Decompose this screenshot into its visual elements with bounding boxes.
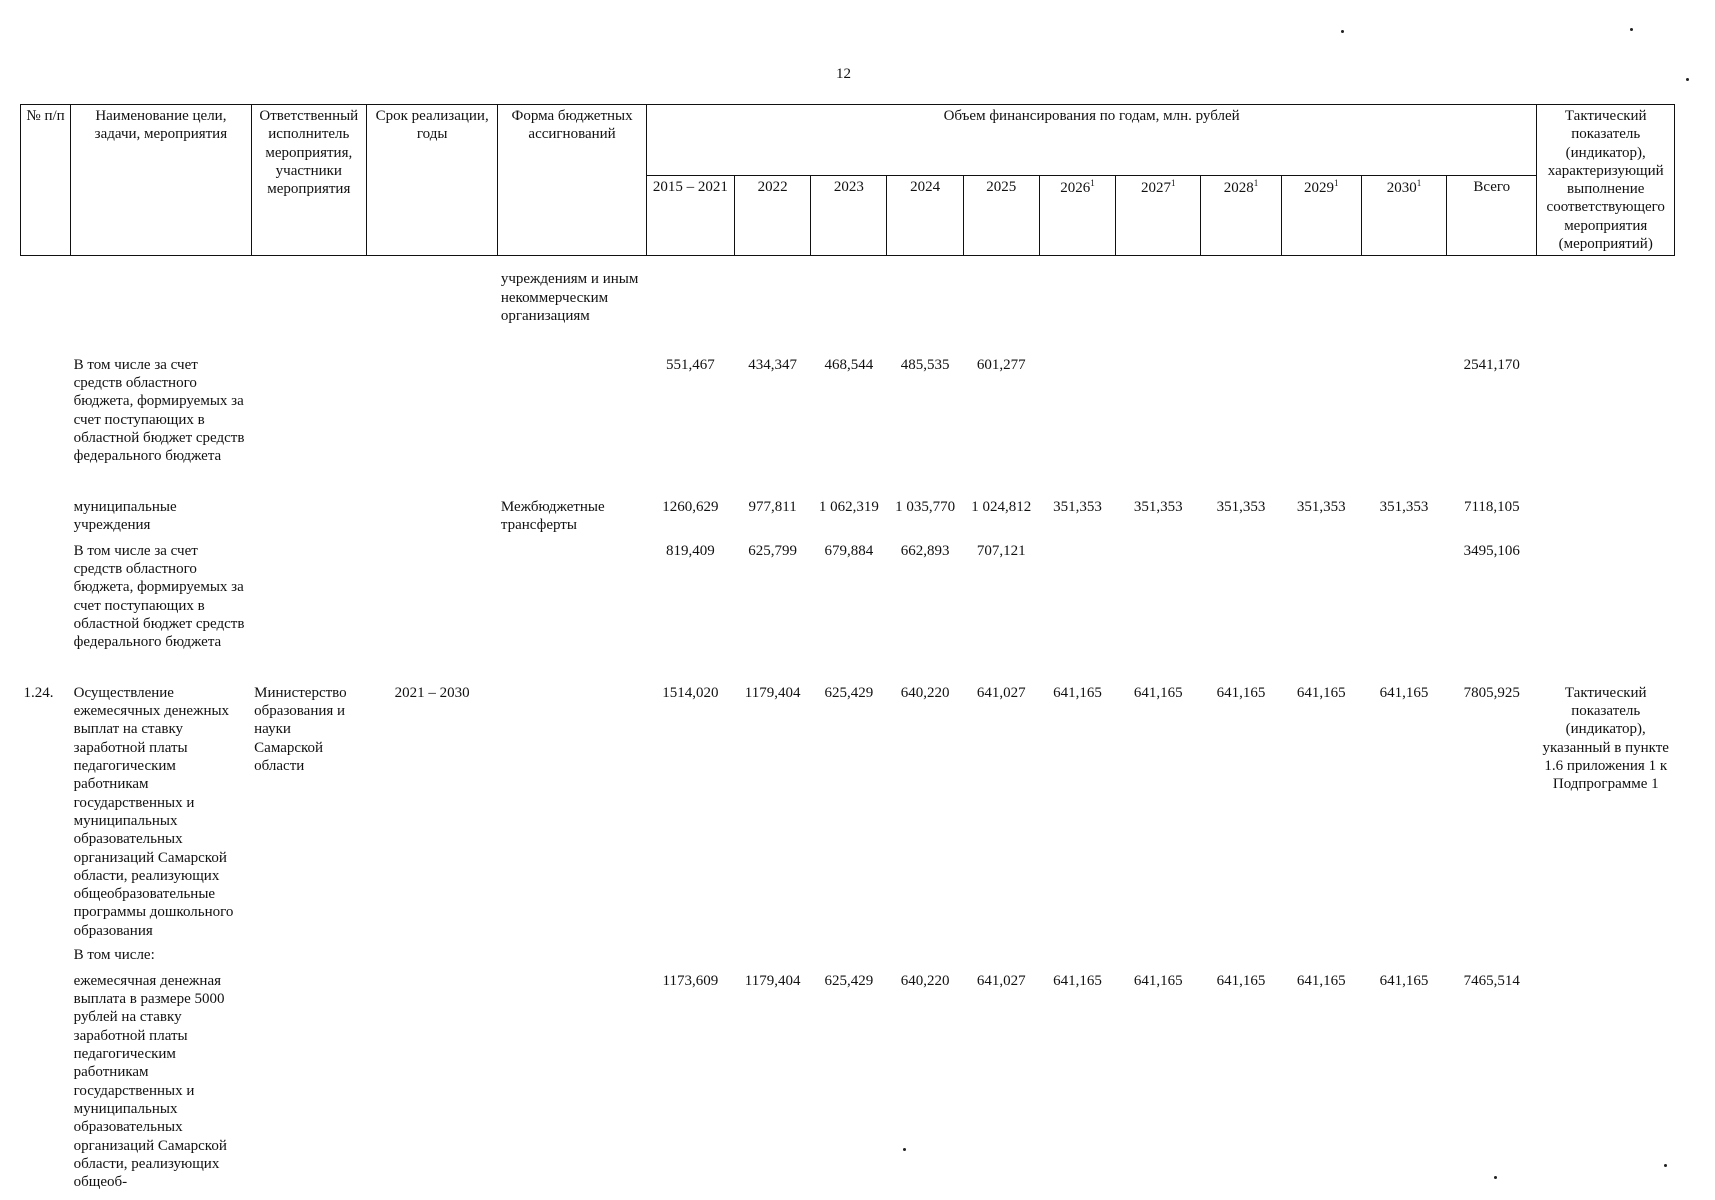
- cell-value: 351,353: [1216, 498, 1266, 515]
- cell-value: [1361, 540, 1446, 682]
- cell-no: [21, 944, 71, 970]
- cell-value: 641,165: [1379, 684, 1429, 701]
- header-year: 2022: [735, 176, 811, 256]
- header-volume: Объем финансирования по годам, млн. рублей: [646, 105, 1537, 176]
- header-name: Наименование цели, задачи, мероприятия: [71, 105, 252, 256]
- header-year: 2025: [963, 176, 1039, 256]
- cell-value: [1116, 354, 1201, 496]
- cell-value: [887, 944, 963, 970]
- header-year-label: 2029: [1303, 180, 1334, 197]
- cell-value: 1514,020: [662, 684, 719, 701]
- cell-total: 2541,170: [1463, 356, 1520, 373]
- cell-value: [1116, 256, 1201, 354]
- cell-value: 641,165: [1216, 684, 1266, 701]
- cell-form: [498, 682, 646, 944]
- cell-value: 625,429: [824, 972, 874, 989]
- table-row: [21, 540, 1675, 682]
- cell-total: [1447, 256, 1537, 354]
- cell-value: 485,535: [900, 356, 950, 373]
- cell-value: [963, 256, 1039, 354]
- cell-term: [366, 256, 497, 354]
- cell-value: [1039, 354, 1115, 496]
- cell-value: [735, 256, 811, 354]
- cell-value: [1361, 256, 1446, 354]
- cell-value: 707,121: [976, 542, 1026, 559]
- header-year-label: 2028: [1223, 180, 1254, 197]
- page-number: 12: [836, 66, 851, 82]
- header-form: Форма бюджетных ассигнований: [498, 105, 646, 256]
- cell-value: 1179,404: [744, 972, 801, 989]
- header-year-footnoted: [1281, 176, 1361, 256]
- cell-value: [1039, 944, 1115, 970]
- cell-total: 7805,925: [1463, 684, 1520, 701]
- cell-value: [646, 944, 734, 970]
- cell-value: [646, 256, 734, 354]
- header-indicator: Тактический показатель (индикатор), характеризующий выполнение соответствующего мероприятия (мероприятий): [1537, 105, 1675, 256]
- cell-value: 977,811: [748, 498, 797, 515]
- table-row: [21, 256, 1675, 354]
- cell-value: 641,165: [1296, 684, 1346, 701]
- cell-value: 641,165: [1296, 972, 1346, 989]
- header-term: Срок реализации, годы: [366, 105, 497, 256]
- cell-value: 641,027: [976, 684, 1026, 701]
- header-total: Всего: [1447, 176, 1537, 256]
- cell-value: [1039, 256, 1115, 354]
- cell-form: [498, 540, 646, 682]
- cell-value: 625,429: [824, 684, 874, 701]
- cell-term: [366, 354, 497, 496]
- cell-indicator: [1537, 540, 1675, 682]
- scan-speck: [1630, 28, 1633, 31]
- cell-value: [1281, 944, 1361, 970]
- table-body: [21, 256, 1675, 1193]
- cell-value: 468,544: [824, 356, 874, 373]
- cell-value: 1 035,770: [895, 498, 956, 515]
- cell-value: [735, 944, 811, 970]
- header-year-footnoted: [1201, 176, 1281, 256]
- footnote-mark: 1: [1090, 178, 1095, 189]
- cell-value: 641,165: [1133, 972, 1183, 989]
- cell-value: 641,027: [976, 972, 1026, 989]
- cell-form: [498, 354, 646, 496]
- cell-value: 434,347: [748, 356, 798, 373]
- cell-executor: [251, 944, 366, 970]
- cell-executor: [251, 496, 366, 540]
- header-year-footnoted: [1116, 176, 1201, 256]
- cell-total: 7465,514: [1463, 972, 1520, 989]
- cell-value: 1 024,812: [971, 498, 1032, 515]
- cell-term: [366, 496, 497, 540]
- cell-value: 351,353: [1133, 498, 1183, 515]
- cell-value: 351,353: [1296, 498, 1346, 515]
- header-year: 2023: [811, 176, 887, 256]
- cell-name: [71, 256, 252, 354]
- table-row: [21, 944, 1675, 970]
- cell-no: [21, 354, 71, 496]
- scan-speck: [1341, 30, 1344, 33]
- scan-speck: [1686, 78, 1689, 81]
- cell-no: [21, 540, 71, 682]
- cell-form: [498, 944, 646, 970]
- cell-indicator: Тактический показатель (индикатор), указанный в пункте 1.6 приложения 1 к Подпрограмме 1: [1542, 684, 1669, 793]
- cell-value: [811, 256, 887, 354]
- cell-value: [1361, 944, 1446, 970]
- cell-name: В том числе:: [73, 946, 155, 963]
- cell-value: 1 062,319: [818, 498, 879, 515]
- cell-value: [1116, 540, 1201, 682]
- cell-value: 641,165: [1133, 684, 1183, 701]
- cell-indicator: [1537, 944, 1675, 970]
- cell-name: муниципальные учреждения: [73, 498, 177, 534]
- header-year-label: 2030: [1386, 180, 1417, 197]
- cell-value: 641,165: [1053, 684, 1102, 701]
- table-row: [21, 496, 1675, 540]
- cell-name: Осуществление ежемесячных денежных выплат на ставку заработной платы педагогическим работникам государственных и муниципальных образовательных организаций Самарской области, реализующих общеобразовательные программы дошкольного образования: [73, 684, 234, 939]
- cell-term: [366, 944, 497, 970]
- cell-value: 1173,609: [662, 972, 719, 989]
- cell-indicator: [1537, 496, 1675, 540]
- cell-value: 662,893: [900, 542, 950, 559]
- cell-value: 640,220: [900, 972, 950, 989]
- cell-value: 641,165: [1379, 972, 1429, 989]
- cell-term: [366, 970, 497, 1193]
- cell-value: 601,277: [976, 356, 1026, 373]
- header-year-label: 2027: [1141, 180, 1171, 197]
- cell-form: [498, 970, 646, 1193]
- cell-value: [811, 944, 887, 970]
- cell-name: В том числе за счет средств областного бюджета, формируемых за счет поступающих в областной бюджет средств федерального бюджета: [73, 356, 245, 465]
- cell-executor: [251, 354, 366, 496]
- cell-value: 1260,629: [662, 498, 719, 515]
- cell-total: 3495,106: [1463, 542, 1520, 559]
- cell-no: [21, 970, 71, 1193]
- cell-value: 551,467: [666, 356, 715, 373]
- cell-value: 625,799: [748, 542, 798, 559]
- cell-no: 1.24.: [23, 684, 54, 701]
- cell-value: 641,165: [1216, 972, 1266, 989]
- cell-value: [1201, 944, 1281, 970]
- budget-table: [20, 104, 1675, 1192]
- table-row: [21, 354, 1675, 496]
- cell-indicator: [1537, 970, 1675, 1193]
- cell-indicator: [1537, 354, 1675, 496]
- cell-value: 351,353: [1379, 498, 1429, 515]
- cell-no: [21, 496, 71, 540]
- cell-value: [887, 256, 963, 354]
- cell-value: [1039, 540, 1115, 682]
- cell-executor: [251, 256, 366, 354]
- cell-no: [21, 256, 71, 354]
- cell-executor: Министерство образования и науки Самарской области: [254, 684, 347, 775]
- cell-value: [1116, 944, 1201, 970]
- footnote-mark: 1: [1333, 178, 1339, 189]
- header-year-label: 2026: [1060, 180, 1091, 197]
- footnote-mark: 1: [1253, 178, 1259, 189]
- table-row: [21, 970, 1675, 1193]
- cell-value: 1179,404: [744, 684, 801, 701]
- header-year-footnoted: [1361, 176, 1446, 256]
- cell-value: [963, 944, 1039, 970]
- header-executor: Ответственный исполнитель мероприятия, участники мероприятия: [251, 105, 366, 256]
- cell-total: [1447, 944, 1537, 970]
- cell-value: [1201, 354, 1281, 496]
- cell-form: Межбюджетные трансферты: [500, 498, 605, 534]
- table-row: [21, 682, 1675, 944]
- cell-executor: [251, 970, 366, 1193]
- cell-indicator: [1537, 256, 1675, 354]
- cell-term: [366, 540, 497, 682]
- cell-value: [1201, 540, 1281, 682]
- cell-value: [1361, 354, 1446, 496]
- cell-value: [1281, 354, 1361, 496]
- cell-value: [1281, 256, 1361, 354]
- header-year: 2015 – 2021: [646, 176, 734, 256]
- cell-term: 2021 – 2030: [394, 684, 470, 701]
- cell-value: 351,353: [1053, 498, 1102, 515]
- cell-value: 640,220: [900, 684, 950, 701]
- cell-executor: [251, 540, 366, 682]
- footnote-mark: 1: [1416, 178, 1422, 189]
- cell-value: 679,884: [824, 542, 874, 559]
- cell-name: В том числе за счет средств областного бюджета, формируемых за счет поступающих в областной бюджет средств федерального бюджета: [73, 542, 245, 651]
- cell-value: [1281, 540, 1361, 682]
- header-year-footnoted: [1039, 176, 1115, 256]
- cell-value: 641,165: [1053, 972, 1102, 989]
- cell-name: ежемесячная денежная выплата в размере 5000 рублей на ставку заработной платы педагогическим работникам государственных и муниципальных образовательных организаций Самарской области, реализующих общеоб-: [73, 972, 227, 1191]
- cell-form: учреждениям и иным некоммерческим организациям: [500, 271, 639, 324]
- cell-value: 819,409: [666, 542, 715, 559]
- header-no: № п/п: [21, 105, 71, 256]
- footnote-mark: 1: [1171, 178, 1176, 189]
- cell-value: [1201, 256, 1281, 354]
- header-year: 2024: [887, 176, 963, 256]
- cell-total: 7118,105: [1463, 498, 1520, 515]
